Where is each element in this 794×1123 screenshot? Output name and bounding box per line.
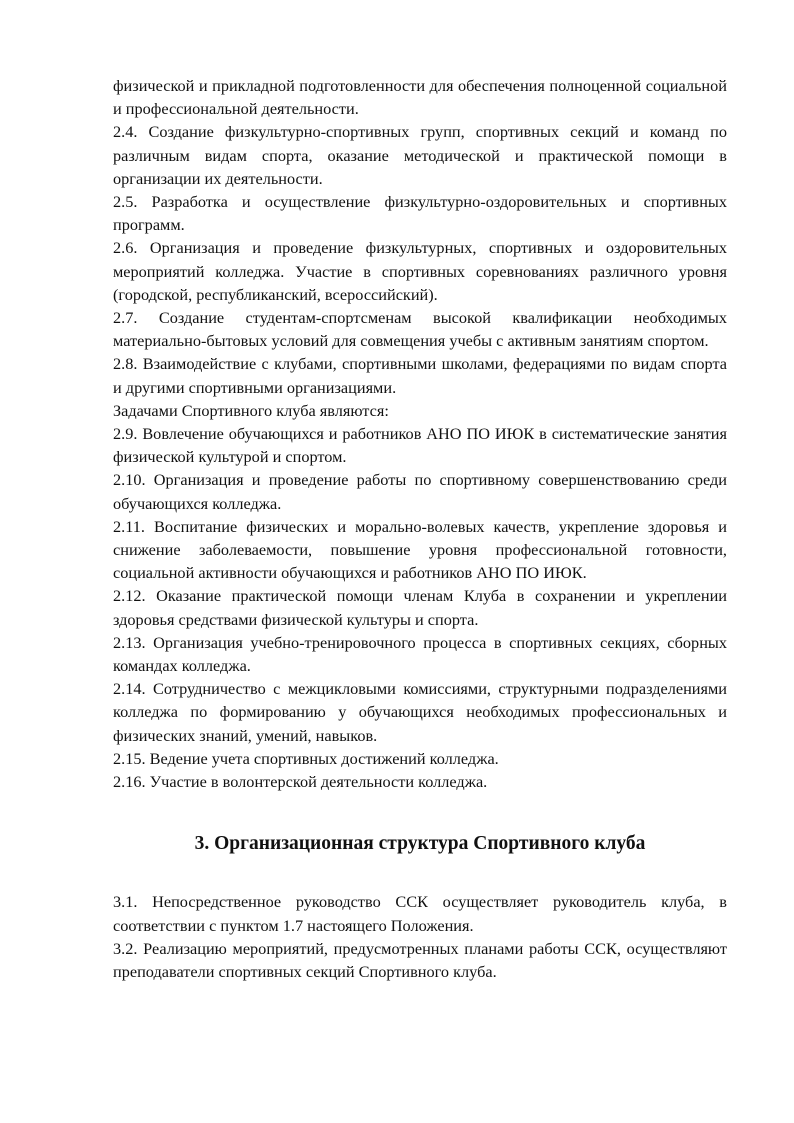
- paragraph-2-4: 2.4. Создание физкультурно-спортивных групп, спортивных секций и команд по различным видам спорта, оказание методической и практической помощи в организации их деятельности.: [113, 122, 727, 188]
- paragraph-2-11: 2.11. Воспитание физических и морально-волевых качеств, укрепление здоровья и снижение заболеваемости, повышение уровня профессиональной готовности, социальной активности обучающихся и работников АНО ПО ИЮК.: [113, 516, 727, 583]
- paragraph-3-1: 3.1. Непосредственное руководство ССК осуществляет руководитель клуба, в соответствии с пунктом 1.7 настоящего Положения.: [113, 892, 727, 935]
- paragraph-2-13: 2.13. Организация учебно-тренировочного процесса в спортивных секциях, сборных командах колледжа.: [113, 632, 727, 676]
- paragraph-2-6: 2.6. Организация и проведение физкультурных, спортивных и оздоровительных мероприятий колледжа. Участие в спортивных соревнованиях различного уровня (городской, республиканский, всероссийский).: [113, 238, 727, 304]
- paragraph-2-12: 2.12. Оказание практической помощи членам Клуба в сохранении и укреплении здоровья средствами физической культуры и спорта.: [113, 586, 727, 629]
- document-page: [113, 74, 727, 983]
- paragraph-2-5: 2.5. Разработка и осуществление физкультурно-оздоровительных и спортивных программ.: [113, 192, 727, 235]
- paragraph-2-14: 2.14. Сотрудничество с межцикловыми комиссиями, структурными подразделениями колледжа по формированию у обучающихся необходимых профессиональных и физических знаний, умений, навыков.: [113, 679, 727, 745]
- paragraph-2-15: 2.15. Ведение учета спортивных достижений колледжа.: [113, 748, 499, 768]
- paragraph-2-3-continuation: физической и прикладной подготовленности для обеспечения полноценной социальной и профессиональной деятельности.: [113, 76, 727, 119]
- paragraph-2-8: 2.8. Взаимодействие с клубами, спортивными школами, федерациями по видам спорта и другими спортивными организациями.: [113, 354, 727, 397]
- paragraph-2-7: 2.7. Создание студентам-спортсменам высокой квалификации необходимых материально-бытовых условий для совмещения учебы с активным занятиям спортом.: [113, 308, 727, 351]
- heading-spacer: [113, 872, 727, 890]
- paragraph-3-2: 3.2. Реализацию мероприятий, предусмотренных планами работы ССК, осуществляют преподаватели спортивных секций Спортивного клуба.: [113, 938, 727, 981]
- paragraph-2-16: 2.16. Участие в волонтерской деятельности колледжа.: [113, 772, 488, 792]
- paragraph-2-10: 2.10. Организация и проведение работы по спортивному совершенствованию среди обучающихся колледжа.: [113, 470, 727, 513]
- tasks-intro: Задачами Спортивного клуба являются:: [113, 400, 389, 420]
- section-heading: 3. Организационная структура Спортивного клуба: [194, 833, 646, 855]
- paragraph-2-9: 2.9. Вовлечение обучающихся и работников АНО ПО ИЮК в систематические занятия физической культурой и спортом.: [113, 424, 727, 467]
